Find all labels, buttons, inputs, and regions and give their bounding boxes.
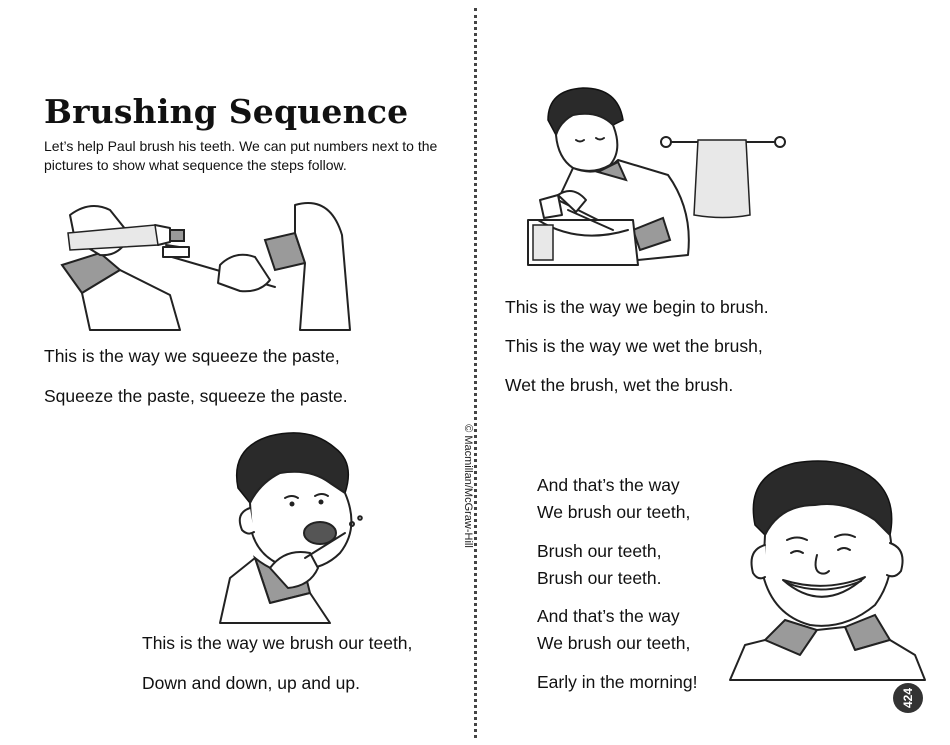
page-number-badge xyxy=(893,683,923,713)
brush-line-2: Down and down, up and up. xyxy=(142,673,360,693)
copyright-notice: © Macmillan/McGraw-Hill xyxy=(462,424,474,548)
begin-line-1: This is the way we begin to brush. xyxy=(505,297,769,317)
smiling-boy-illustration xyxy=(725,455,930,680)
intro-text: Let’s help Paul brush his teeth. We can put numbers next to the pictures to show what sequence the steps follow. xyxy=(44,138,438,173)
closing-line-4: Brush our teeth. xyxy=(537,568,662,588)
brushing-teeth-illustration xyxy=(210,428,430,623)
closing-line-7: Early in the morning! xyxy=(537,672,698,692)
page-divider xyxy=(474,8,477,738)
closing-line-6: We brush our teeth, xyxy=(537,633,691,653)
closing-line-3: Brush our teeth, xyxy=(537,541,662,561)
squeeze-line-2: Squeeze the paste, squeeze the paste. xyxy=(44,386,348,406)
squeeze-line-1: This is the way we squeeze the paste, xyxy=(44,346,340,366)
closing-line-5: And that’s the way xyxy=(537,606,680,626)
begin-line-2: This is the way we wet the brush, xyxy=(505,336,763,356)
wetting-brush-at-sink-illustration xyxy=(518,80,798,280)
page-title: Brushing Sequence xyxy=(44,92,409,131)
brush-line-1: This is the way we brush our teeth, xyxy=(142,633,413,653)
squeezing-toothpaste-illustration xyxy=(60,195,350,335)
begin-line-3: Wet the brush, wet the brush. xyxy=(505,375,734,395)
closing-line-1: And that’s the way xyxy=(537,475,680,495)
page-number: 424 xyxy=(901,687,915,709)
closing-line-2: We brush our teeth, xyxy=(537,502,691,522)
